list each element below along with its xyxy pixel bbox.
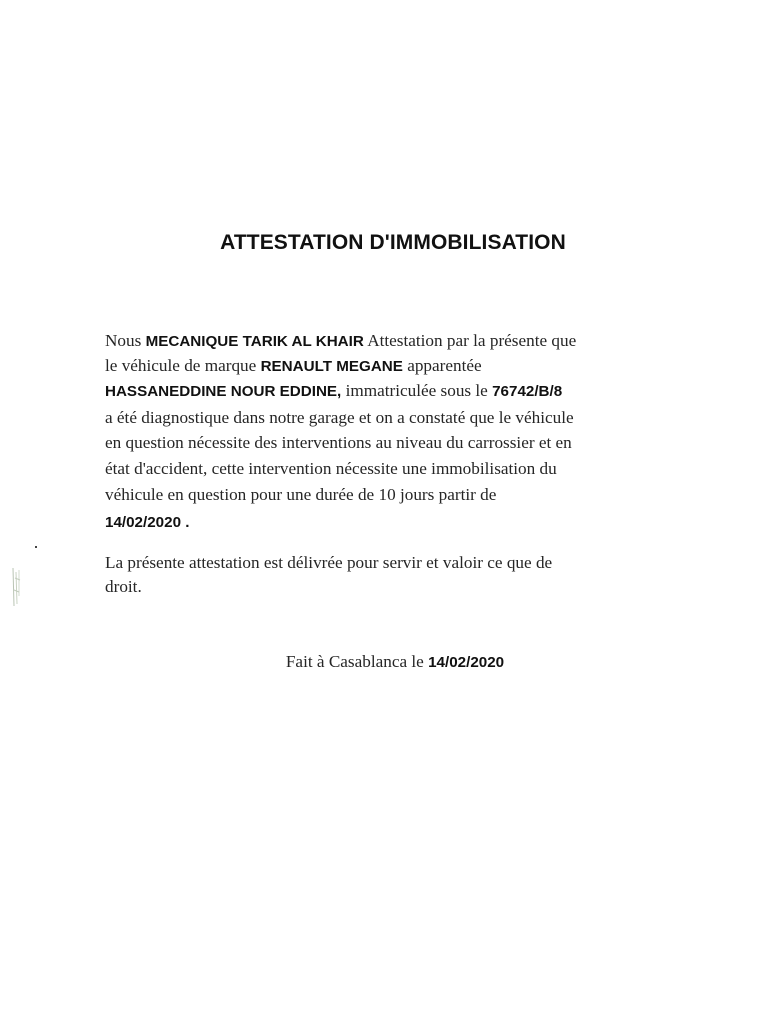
paragraph-1-line-1: [105, 330, 576, 353]
text-run: apparentée: [402, 356, 482, 375]
paragraph-2-line-1: La présente attestation est délivrée pour servir et valoir ce que de: [105, 553, 553, 572]
closing-line: [0, 651, 768, 674]
paragraph-2-line-2: droit.: [105, 577, 142, 596]
vehicle-model: RENAULT MEGANE: [260, 358, 403, 375]
start-date: 14/02/2020 .: [105, 514, 190, 531]
paragraph-1-line-7: véhicule en question pour une durée de 10 jours partir de: [105, 485, 497, 504]
paragraph-1-line-3: [105, 380, 562, 403]
text-run: le véhicule de marque: [105, 356, 261, 375]
owner-name: HASSANEDDINE NOUR EDDINE,: [105, 383, 342, 400]
registration-number: 76742/B/8: [492, 383, 563, 400]
paragraph-1-line-6: état d'accident, cette intervention nécessite une immobilisation du: [105, 459, 557, 478]
garage-name: MECANIQUE TARIK AL KHAIR: [145, 333, 364, 350]
text-run: immatriculée sous le: [341, 381, 493, 400]
text-run: Attestation par la présente que: [363, 331, 577, 350]
margin-scan-mark: [10, 566, 24, 608]
stray-dot-mark: [35, 546, 37, 548]
paragraph-1-line-4: a été diagnostique dans notre garage et on a constaté que le véhicule: [105, 408, 574, 427]
paragraph-1-line-2: [105, 355, 482, 378]
paragraph-1-line-8: [105, 511, 189, 534]
paragraph-1-line-5: en question nécessite des interventions au niveau du carrossier et en: [105, 433, 572, 452]
document-title: ATTESTATION D'IMMOBILISATION: [220, 231, 566, 254]
closing-place-text: Fait à Casablanca le: [285, 652, 429, 671]
text-run: Nous: [105, 331, 146, 350]
closing-date: 14/02/2020: [428, 654, 505, 671]
